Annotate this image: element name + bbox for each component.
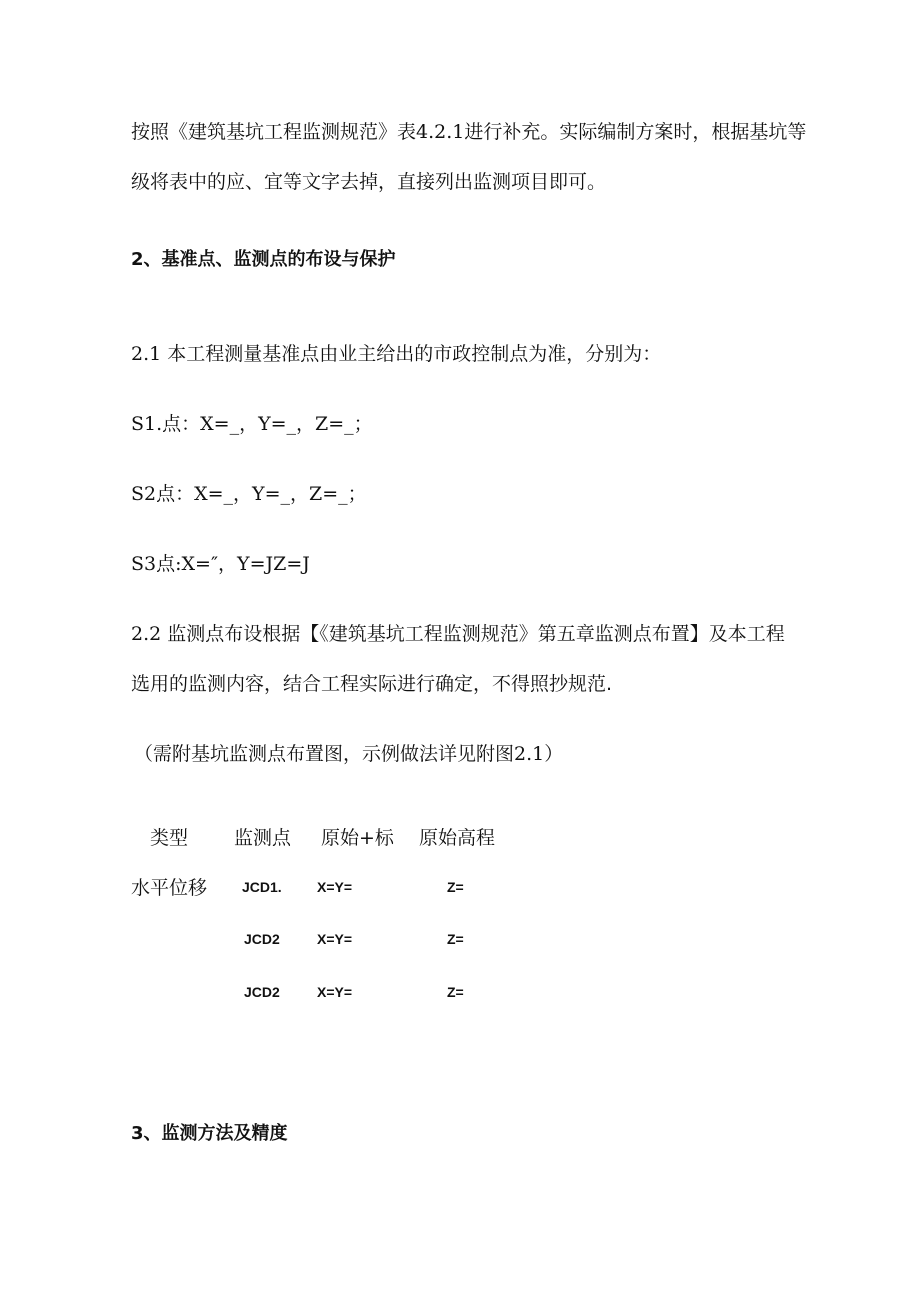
table-cell-point: JCD2 xyxy=(244,931,280,947)
section-2-2-text-continued: 选用的监测内容，结合工程实际进行确定，不得照抄规范. xyxy=(131,673,613,695)
table-type-cell: 水平位移 xyxy=(131,877,208,899)
section-heading-3: 3、监测方法及精度 xyxy=(131,1123,288,1144)
section-2-1-text: 2.1 本工程测量基准点由业主给出的市政控制点为准，分别为： xyxy=(131,343,662,365)
table-cell-z: Z= xyxy=(447,879,464,895)
table-cell-xy: X=Y= xyxy=(317,931,353,947)
table-cell-xy: X=Y= xyxy=(317,879,353,895)
section-2-2-text: 2.2 监测点布设根据【《建筑基坑工程监测规范》第五章监测点布置】及本工程 xyxy=(131,623,785,645)
section-heading-2: 2、基准点、监测点的布设与保护 xyxy=(131,249,396,270)
table-cell-xy: X=Y= xyxy=(317,984,353,1000)
table-header-elevation: 原始高程 xyxy=(419,827,496,849)
table-cell-point: JCD2 xyxy=(244,984,280,1000)
point-s3-coordinates: S3点:X=″，Y=JZ=J xyxy=(131,553,310,575)
table-cell-z: Z= xyxy=(447,984,464,1000)
table-header-coordinates: 原始+标 xyxy=(321,827,394,849)
table-header-point: 监测点 xyxy=(234,827,292,849)
paragraph-line: 级将表中的应、宜等文字去掉，直接列出监测项目即可。 xyxy=(131,171,607,193)
point-s1-coordinates: S1.点：X=_，Y=_，Z=_； xyxy=(131,413,373,435)
table-cell-z: Z= xyxy=(447,931,464,947)
paragraph-line: 按照《建筑基坑工程监测规范》表4.2.1进行补充。实际编制方案时，根据基坑等 xyxy=(131,121,807,143)
figure-note: （需附基坑监测点布置图，示例做法详见附图2.1） xyxy=(134,743,564,765)
table-cell-point: JCD1. xyxy=(242,879,282,895)
point-s2-coordinates: S2点：X=_，Y=_，Z=_； xyxy=(131,483,367,505)
table-header-type: 类型 xyxy=(150,827,189,849)
